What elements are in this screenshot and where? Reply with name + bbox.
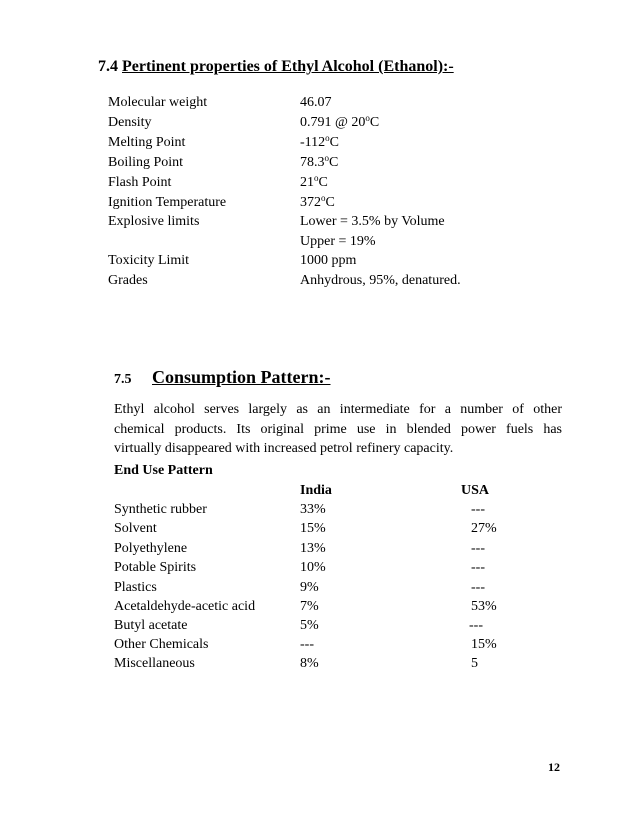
prop-value: 21$^o$C [300,173,328,190]
section-7-5-number: 7.5 [114,372,132,387]
column-header-usa: USA [461,483,490,498]
section-7-4-heading [98,58,454,76]
table-row-use: Polyethylene [114,541,188,556]
prop-value: 78.3$^o$C [300,153,339,170]
table-row-use: Solvent [114,521,157,536]
table-row-usa: --- [471,502,485,517]
table-row-india: 15% [300,521,326,536]
prop-value: Anhydrous, 95%, denatured. [300,273,461,288]
table-row-use: Acetaldehyde-acetic acid [114,599,256,614]
section-7-5-title: Consumption Pattern:- [152,367,331,387]
table-row-india: 5% [300,618,319,633]
paragraph-line: Ethyl alcohol serves largely as an intermediate for a number of other [114,402,562,417]
table-row-india: 10% [300,560,326,575]
table-row-use: Potable Spirits [114,560,197,575]
prop-label: Boiling Point [108,155,184,170]
paragraph-line: chemical products. Its original prime use in blended power fuels has [114,422,562,437]
paragraph-line: virtually disappeared with increased petrol refinery capacity. [114,441,454,456]
table-row-india: 33% [300,502,326,517]
table-row-use: Plastics [114,580,157,595]
prop-value: 372$^o$C [300,193,335,210]
table-row-usa: --- [469,618,483,633]
section-title: Pertinent properties of Ethyl Alcohol (Ethanol):- [122,58,454,75]
column-header-india: India [300,483,332,498]
prop-label: Explosive limits [108,214,200,229]
prop-label: Density [108,115,152,130]
table-row-usa: --- [471,580,485,595]
table-row-usa: 15% [471,637,497,652]
table-row-india: 9% [300,580,319,595]
table-row-usa: 5 [471,656,478,671]
prop-value: 1000 ppm [300,253,357,268]
prop-label: Grades [108,273,148,288]
table-row-use: Other Chemicals [114,637,209,652]
prop-value: -112$^o$C [300,133,339,150]
table-row-usa: --- [471,560,485,575]
prop-label: Molecular weight [108,95,208,110]
table-row-india: 13% [300,541,326,556]
prop-label: Flash Point [108,175,172,190]
prop-value: Upper = 19% [300,234,376,249]
section-number: 7.4 [98,58,118,75]
prop-label: Toxicity Limit [108,253,190,268]
table-row-india: 7% [300,599,319,614]
page-number: 12 [548,760,560,774]
table-row-use: Miscellaneous [114,656,195,671]
table-row-use: Synthetic rubber [114,502,207,517]
prop-value: Lower = 3.5% by Volume [300,214,445,229]
table-row-usa: 53% [471,599,497,614]
prop-label: Ignition Temperature [108,195,227,210]
prop-value: 46.07 [300,95,332,110]
table-row-usa: --- [471,541,485,556]
table-row-usa: 27% [471,521,497,536]
table-row-india: 8% [300,656,319,671]
table-row-use: Butyl acetate [114,618,188,633]
prop-label: Melting Point [108,135,186,150]
table-row-india: --- [300,637,314,652]
prop-value: 0.791 @ 20$^o$C [300,113,380,130]
end-use-heading: End Use Pattern [114,463,213,478]
